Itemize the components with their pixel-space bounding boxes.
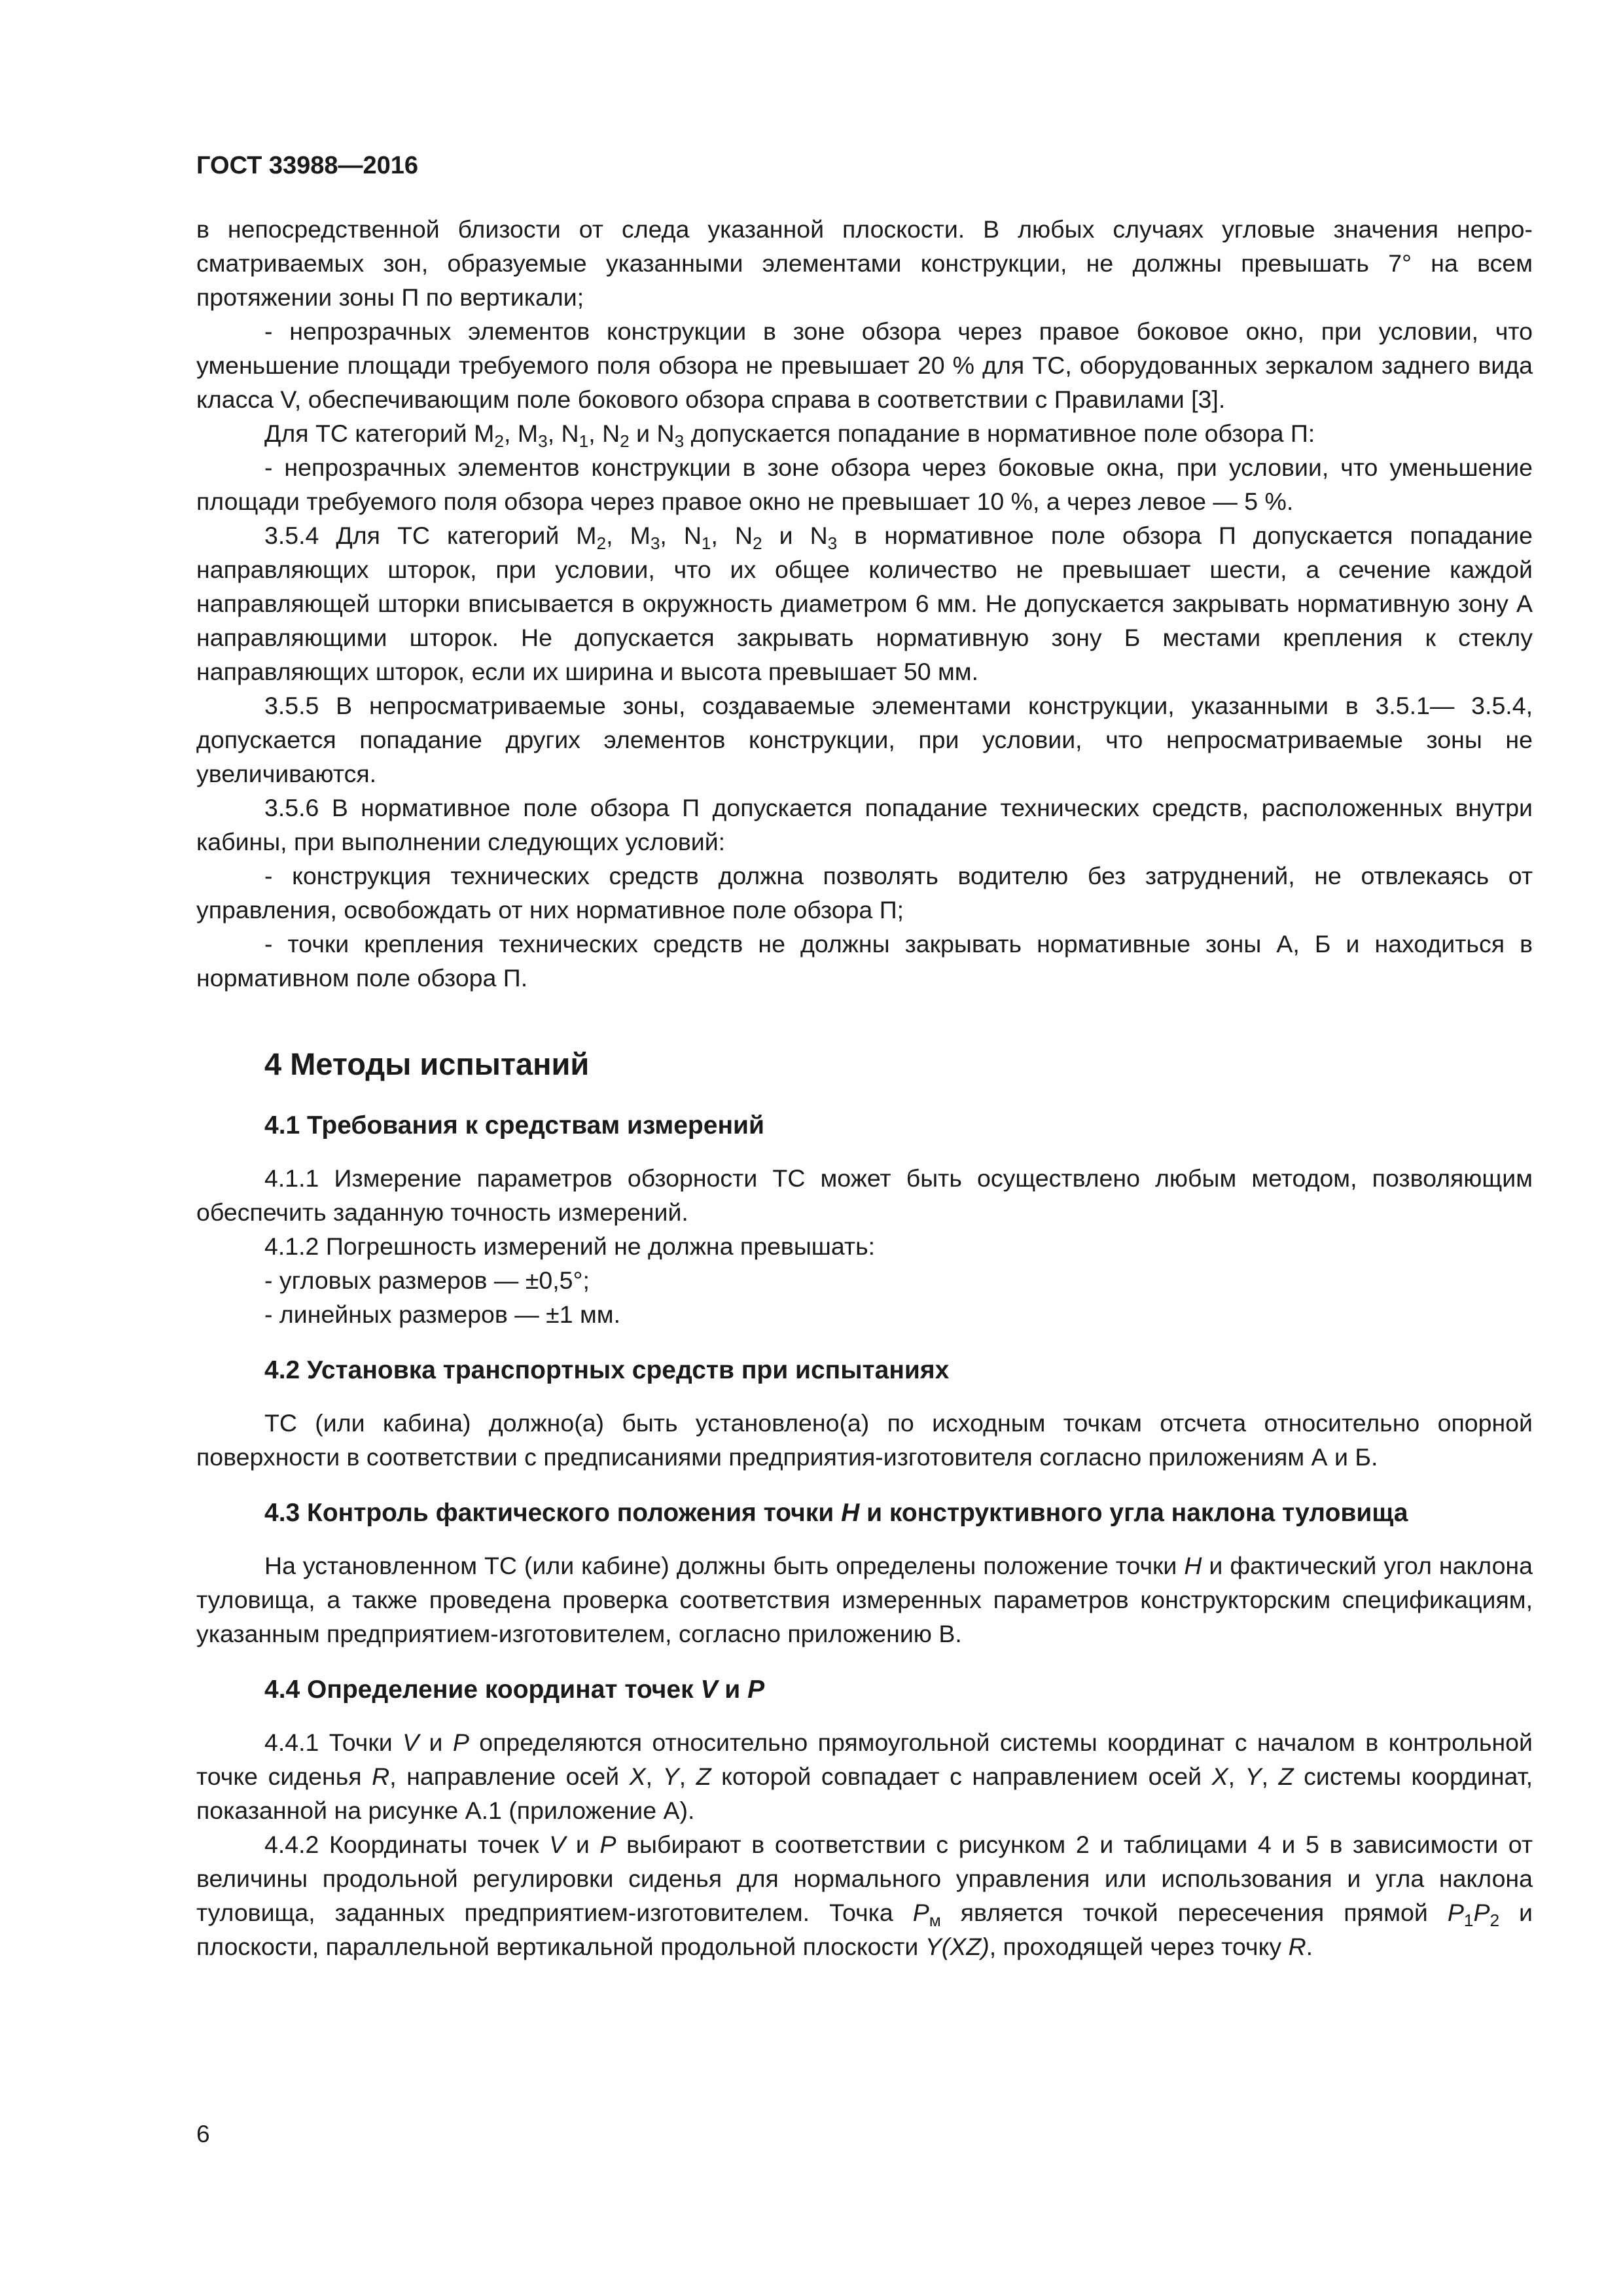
subsection-heading-4-3: 4.3 Контроль фактического положения точки H и конструктивного угла наклона туловища	[264, 1499, 1408, 1527]
clause-4-4-2: 4.4.2 Координаты точек V и P выбирают в соответствии с рисунком 2 и таблицами 4 и 5 в зависимости от величины продольной регулировки сиденья для нормального управления или использования и угла наклона туловища, заданных предприятием-изготовителем. Точка $P_м$ является точкой пересечения прямой $P_1P_2$ и плоскости, параллельной вертикальной продольной плоскости Y(XZ), проходящей через точку R.	[196, 1831, 1533, 1960]
clause-4-1-2: 4.1.2 Погрешность измерений не должна превышать:	[264, 1232, 876, 1260]
clause-3-5-4: 3.5.4 Для ТС категорий $M_2$, $M_3$, $N_1$, $N_2$ и $N_3$ в нормативное поле обзора П допускается попадание направляющих шторок, при условии, что их общее количество не превышает шести, а сечение каждой направляющей шторки вписывается в окружность диаметром 6 мм. Не допускается закрывать нормативную зону А направляющими шторок. Не допускается закрывать нормативную зону Б местами крепления к стеклу направляющих шторок, если их ширина и высота превышает 50 мм.	[196, 522, 1533, 685]
clause-4-1-1: 4.1.1 Измерение параметров обзорности ТС может быть осуществлено любым методом, позволяющим обеспечить заданную точность измерений.	[196, 1164, 1533, 1226]
paragraph: На установленном ТС (или кабине) должны быть определены положение точки H и фактический угол наклона туловища, а также проведена проверка соответствия измеренных параметров конструкторским спецификациям, указанным предприятием-изготовителем, согласно приложению В.	[196, 1552, 1533, 1647]
subsection-heading-4-1: 4.1 Требования к средствам измерений	[264, 1111, 764, 1139]
subsection-heading-4-2: 4.2 Установка транспортных средств при испытаниях	[264, 1356, 950, 1384]
list-item: - непрозрачных элементов конструкции в зоне обзора через правое боковое окно, при условии, что уменьшение площади требуемого поля обзора не превышает 20 % для ТС, оборудованных зеркалом заднего вида класса V, обеспечивающим поле бокового обзора справа в соответствии с Правилами [3].	[196, 317, 1533, 413]
clause-3-5-5: 3.5.5 В непросматриваемые зоны, создаваемые элементами конструкции, указанными в 3.5.1— 3.5.4, допускается попадание других элементов конструкции, при условии, что непросматриваемые зоны не увеличиваются.	[196, 692, 1533, 787]
document-page	[196, 149, 1533, 1964]
section-heading-4: 4 Методы испытаний	[264, 1047, 590, 1081]
clause-3-5-6: 3.5.6 В нормативное поле обзора П допускается попадание технических средств, расположенных внутри кабины, при выполнении следующих условий:	[196, 794, 1533, 855]
page-number: 6	[196, 2121, 210, 2147]
clause-4-4-1: 4.4.1 Точки V и P определяются относительно прямоугольной системы координат с началом в контрольной точке сиденья R, направление осей X, Y, Z которой совпадает с направлением осей X, Y, Z системы координат, показанной на рисунке А.1 (приложение А).	[196, 1729, 1533, 1824]
list-item: - непрозрачных элементов конструкции в зоне обзора через боковые окна, при условии, что уменьшение площади требуемого поля обзора через правое окно не превышает 10 %, а через левое — 5 %.	[196, 454, 1533, 515]
paragraph: в непосредственной близости от следа указанной плоскости. В любых случаях угловые значения непросматриваемых зон, образуемые указанными элементами конструкции, не должны превышать 7° на всем протяжении зоны П по вертикали;	[196, 215, 1533, 311]
subsection-heading-4-4: 4.4 Определение координат точек V и P	[264, 1676, 765, 1704]
list-item: - конструкция технических средств должна позволять водителю без затруднений, не отвлекаясь от управления, освобождать от них нормативное поле обзора П;	[196, 862, 1533, 924]
list-item: - линейных размеров — ±1 мм.	[264, 1300, 621, 1328]
list-item: - угловых размеров — ±0,5°;	[264, 1266, 590, 1294]
paragraph: Для ТС категорий $M_2$, $M_3$, $N_1$, $N_2$ и $N_3$ допускается попадание в нормативное поле обзора П:	[264, 420, 1315, 451]
paragraph: ТС (или кабина) должно(а) быть установлено(а) по исходным точкам отсчета относительно опорной поверхности в соответствии с предписаниями предприятия-изготовителя согласно приложениям А и Б.	[196, 1409, 1533, 1471]
list-item: - точки крепления технических средств не должны закрывать нормативные зоны А, Б и находиться в нормативном поле обзора П.	[196, 930, 1533, 992]
document-code: ГОСТ 33988—2016	[196, 152, 419, 179]
